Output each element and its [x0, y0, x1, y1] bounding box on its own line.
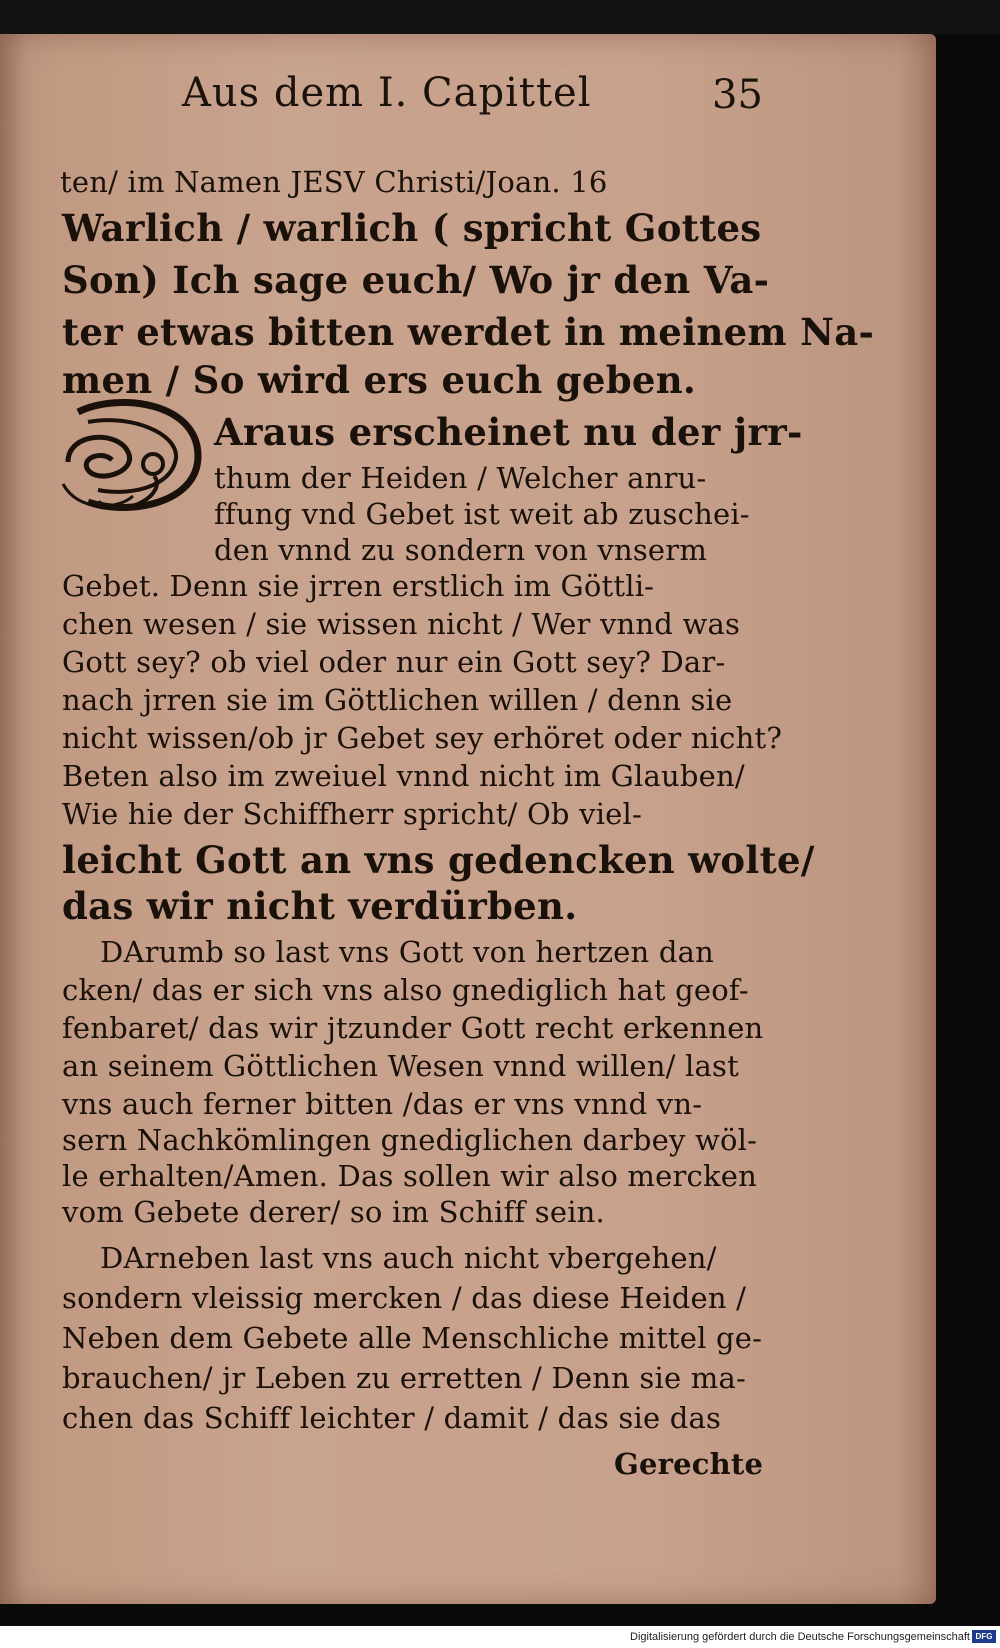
text-line: sern Nachkömlingen gnediglichen darbey wöl-: [62, 1123, 758, 1157]
top-dark-band: [0, 0, 1000, 34]
text-line: brauchen/ jr Leben zu erretten / Denn sie ma-: [62, 1361, 746, 1395]
text-line: chen das Schiff leichter / damit / das sie das: [62, 1401, 722, 1435]
footer-credit: Digitalisierung gefördert durch die Deutsche Forschungsgemeinschaft: [630, 1631, 970, 1643]
text-line: leicht Gott an vns gedencken wolte/: [62, 838, 815, 882]
running-head: Aus dem I. Capittel: [182, 70, 592, 116]
dfg-logo-icon: DFG: [972, 1630, 996, 1643]
catchword: Gerechte: [614, 1447, 764, 1481]
footer-bar: [0, 1626, 1000, 1648]
text-line: fenbaret/ das wir jtzunder Gott recht erkennen: [62, 1011, 764, 1045]
text-line: Wie hie der Schiffherr spricht/ Ob viel-: [62, 797, 642, 831]
text-line: Son) Ich sage euch/ Wo jr den Va-: [62, 258, 770, 302]
text-line: Gott sey? ob viel oder nur ein Gott sey? Dar-: [62, 645, 726, 679]
text-line: chen wesen / sie wissen nicht / Wer vnnd was: [62, 607, 741, 641]
text-line: ten/ im Namen JESV Christi/Joan. 16: [60, 165, 608, 199]
text-line: Gebet. Denn sie jrren erstlich im Göttli-: [62, 569, 655, 603]
text-line: vom Gebete derer/ so im Schiff sein.: [62, 1195, 605, 1229]
text-line: ter etwas bitten werdet in meinem Na-: [62, 310, 875, 354]
text-line: Beten also im zweiuel vnnd nicht im Glauben/: [62, 759, 745, 793]
text-line: das wir nicht verdürben.: [62, 884, 578, 928]
decorated-initial-icon: [58, 392, 208, 520]
text-line: DArneben last vns auch nicht vbergehen/: [100, 1241, 717, 1275]
text-line: Neben dem Gebete alle Menschliche mittel ge-: [62, 1321, 763, 1355]
text-line: an seinem Göttlichen Wesen vnnd willen/ last: [62, 1049, 739, 1083]
page-edge-stain: [0, 34, 26, 1604]
text-line: vns auch ferner bitten /das er vns vnnd vn-: [62, 1087, 703, 1121]
text-line: nach jrren sie im Göttlichen willen / denn sie: [62, 683, 733, 717]
text-line: le erhalten/Amen. Das sollen wir also mercken: [62, 1159, 757, 1193]
text-line: DArumb so last vns Gott von hertzen dan: [100, 935, 714, 969]
text-line: thum der Heiden / Welcher anru-: [214, 461, 707, 495]
text-line: men / So wird ers euch geben.: [62, 358, 697, 402]
text-line: den vnnd zu sondern von vnserm: [214, 533, 708, 567]
text-line: nicht wissen/ob jr Gebet sey erhöret oder nicht?: [62, 721, 783, 755]
page-number: 35: [712, 72, 763, 118]
text-line: sondern vleissig mercken / das diese Heiden /: [62, 1281, 747, 1315]
text-line: ffung vnd Gebet ist weit ab zuschei-: [214, 497, 750, 531]
text-line: Araus erscheinet nu der jrr-: [214, 410, 803, 454]
text-line: Warlich / warlich ( spricht Gottes: [62, 206, 762, 250]
text-line: cken/ das er sich vns also gnediglich hat geof-: [62, 973, 749, 1007]
